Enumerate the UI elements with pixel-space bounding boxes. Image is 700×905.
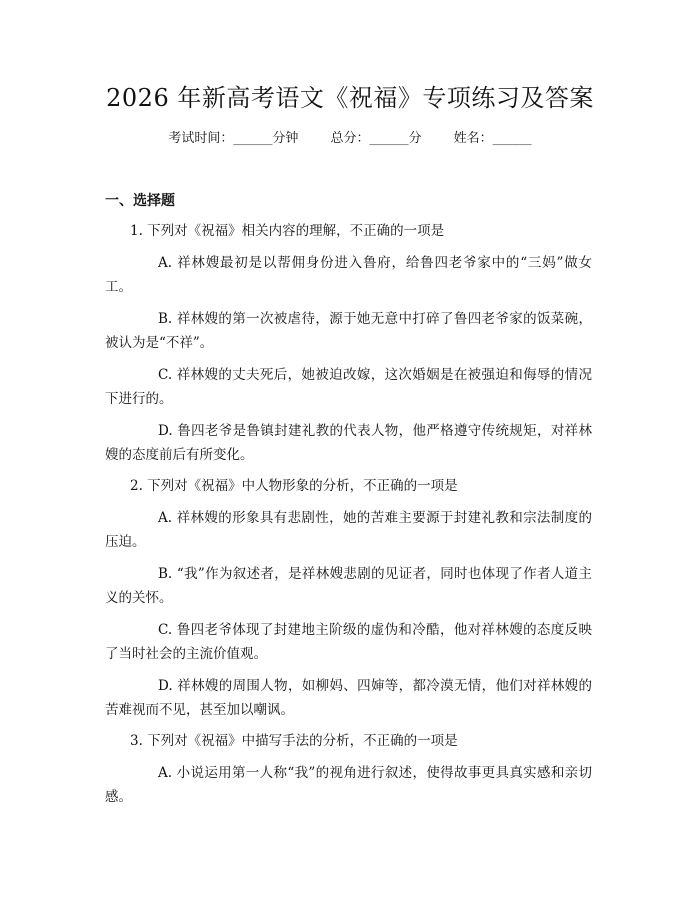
exam-time-field: 考试时间：______分钟: [168, 131, 299, 146]
document-title: 2026 年新高考语文《祝福》专项练习及答案: [106, 84, 594, 112]
section-heading: 一、选择题: [105, 193, 175, 209]
answer-option: A. 祥林嫂的形象具有悲剧性，她的苦难主要源于封建礼教和宗法制度的压迫。: [105, 510, 592, 550]
question-list: [105, 220, 592, 817]
answer-option: C. 祥林嫂的丈夫死后，她被迫改嫁，这次婚姻是在被强迫和侮辱的情况下进行的。: [105, 367, 592, 407]
question-stem: 1. 下列对《祝福》相关内容的理解，不正确的一项是: [130, 223, 445, 239]
question-stem: 3. 下列对《祝福》中描写手法的分析，不正确的一项是: [130, 733, 458, 749]
student-name-field: 姓名：______: [453, 131, 532, 146]
question-stem: 2. 下列对《祝福》中人物形象的分析，不正确的一项是: [130, 478, 458, 494]
exam-info-line: [0, 129, 700, 149]
answer-option: B. “我”作为叙述者，是祥林嫂悲剧的见证者，同时也体现了作者人道主义的关怀。: [105, 566, 592, 606]
answer-option: A. 祥林嫂最初是以帮佣身份进入鲁府，给鲁四老爷家中的“三妈”做女工。: [105, 255, 592, 295]
answer-option: C. 鲁四老爷体现了封建地主阶级的虚伪和冷酷，他对祥林嫂的态度反映了当时社会的主流价值观。: [105, 622, 592, 662]
answer-option: A. 小说运用第一人称“我”的视角进行叙述，使得故事更具真实感和亲切感。: [105, 765, 592, 805]
total-score-field: 总分：______分: [330, 131, 422, 146]
answer-option: D. 祥林嫂的周围人物，如柳妈、四婶等，都冷漠无情，他们对祥林嫂的苦难视而不见，甚至加以嘲讽。: [105, 678, 592, 718]
answer-option: D. 鲁四老爷是鲁镇封建礼教的代表人物，他严格遵守传统规矩，对祥林嫂的态度前后有所变化。: [105, 423, 592, 463]
answer-option: B. 祥林嫂的第一次被虐待，源于她无意中打碎了鲁四老爷家的饭菜碗，被认为是“不祥”。: [105, 311, 592, 351]
